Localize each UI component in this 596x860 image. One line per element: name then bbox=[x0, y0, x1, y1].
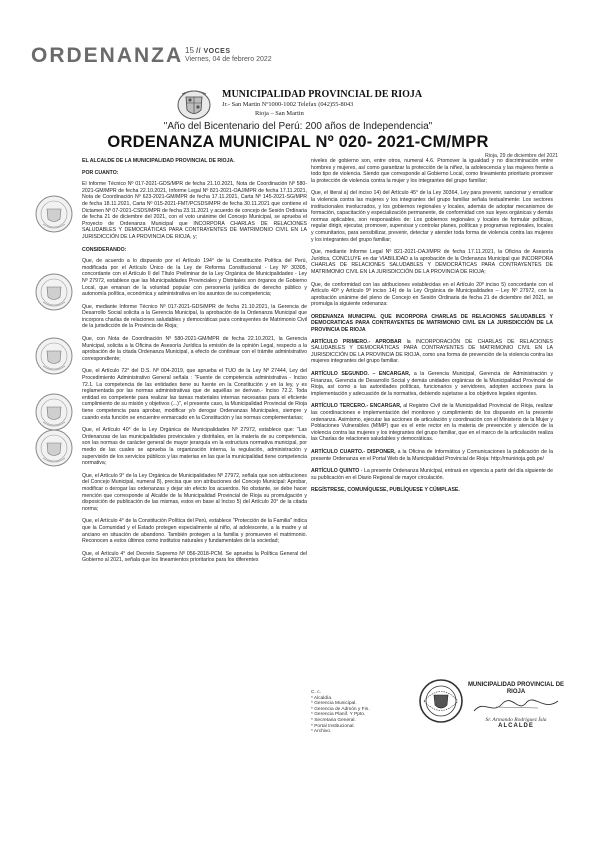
copy-item: * Portal Institucional. bbox=[311, 723, 355, 729]
year-name: "Año del Bicentenario del Perú: 200 años de Independencia" bbox=[163, 121, 433, 132]
left-column bbox=[82, 158, 307, 570]
article-text: - La presente Ordenanza Municipal, entrará en vigencia a partir del día siguiente de su publicación en el Diario Regional de mayor circulación. bbox=[311, 468, 553, 481]
ordinance-title: ORDENANZA MUNICIPAL Nº 020- 2021-CM/MPR bbox=[107, 133, 489, 151]
article-paragraph bbox=[311, 339, 553, 365]
paragraph: Que, con Nota de Coordinación Nº 580-2021-GM/MPR de fecha 22.10.2021, la Gerencia Municipal, solicita a la Oficina de Asesoría Jurídica la emisión de la opinión Legal, respecto a la aprobación de la citada Ordenanza Municipal, a efecto de continuar con el trámite administrativo correspondiente; bbox=[82, 336, 307, 362]
institution-address: Jr.- San Martin Nº1000-1002 Telefax (042)55-8043 bbox=[222, 101, 354, 108]
page-number-value: 15 bbox=[185, 46, 194, 55]
section-title: ORDENANZA bbox=[31, 44, 184, 67]
copy-list bbox=[311, 690, 370, 735]
ordinance-subtitle: ORDENANZA MUNICIPAL QUE INCORPORA CHARLAS DE RELACIONES SALUDABLES Y DEMOCRATICAS PARA CONTRAYENTES DE MATRIMONIO CIVIL EN LA JURISDICCIÓN DE LA PROVINCIA DE RIOJA bbox=[311, 313, 553, 334]
article-paragraph bbox=[311, 449, 553, 462]
paragraph-heading: CONSIDERANDO: bbox=[82, 246, 127, 253]
institution-city: Rioja – San Martin bbox=[255, 110, 304, 117]
article-paragraph bbox=[311, 468, 553, 481]
signature-institution: MUNICIPALIDAD PROVINCIAL DE RIOJA bbox=[467, 682, 565, 695]
paragraph: El Informe Técnico Nº 017-2021-GDS/MPR de fecha 21.10.2021, Nota de Coordinación Nº 580-2021-GM/MPR de fecha 22.10.2021, Informe Legal Nº 821-2021-OAJ/MPR de fecha 17.11.2021, Nota de Coordinación Nº 623-2021-GM/MPR de fecha 17.11.2021, Carta Nº 145-2021-SG/MPR de fecha 18.11.2021, Carta Nº 015-2021-FMT/PCSDS/MPR de fecha 30.11.2021 que contiene el Dictamen Nº 07-2021-CSDS/MPR de fecha 23.11.2021 y acuerdo de concejo de Sesión Ordinaria de fecha 21 de diciembre del 2021, con el voto unánime del Concejo Municipal, se aprueba el Proyecto de Ordenanza Municipal que INCORPORA CHARLAS DE RELACIONES SALUDABLES Y DEMOCRÁTICAS PARA CONTRAYENTES DE MATRIMONIO CIVIL EN LA JURISDICCIÓN DE LA PROVINCIA DE RIOJA, y; bbox=[82, 181, 307, 240]
article-lead: ARTÍCULO PRIMERO.- APROBAR bbox=[311, 338, 402, 345]
publication-date: Viernes, 04 de febrero 2022 bbox=[185, 56, 272, 63]
copy-item: * Gerencia de Admón y Fin. bbox=[311, 706, 370, 712]
paragraph: Que, de conformidad con las atribuciones establecidas en el Artículo 20º inciso 5) concordante con el Artículo 40º y Artículo 9º inciso 14) de la Ley Orgánica de Municipalidades – Ley Nº 27972, con la aprobación unánime del pleno de Concejo en Sesión Ordinaria de fecha 21 de diciembre del 2021, se promulga la siguiente ordenanza: bbox=[311, 281, 553, 308]
paragraph: Que, mediante Informe Técnico Nº 017-2021-GDS/MPR de fecha 21.10.2021, la Gerencia de Desarrollo Social solicita a la Gerencia Municipal, la aprobación de la Ordenanza Municipal que incorpora charlas de relaciones saludables y democráticas para contrayentes de Matrimonio Civil de la jurisdicción de la Provincia de Rioja; bbox=[82, 303, 307, 330]
copy-item: * Gerencia Planif. Y Ppto. bbox=[311, 712, 366, 718]
section-name: // VOCES bbox=[196, 48, 231, 55]
article-paragraph bbox=[311, 371, 553, 397]
article-lead: ARTÍCULO CUARTO.- DISPONER, bbox=[311, 448, 396, 455]
running-header bbox=[31, 44, 571, 68]
copy-item: C. c. bbox=[311, 690, 321, 695]
copy-item: * Archivo. bbox=[311, 729, 332, 735]
paragraph: niveles de gobierno son, entre otros, numeral 4.6. Promover la igualdad y no discriminación entre hombres y mujeres, así como garantizar la protección de la niñez, la adolescencia y las mujeres frente a todo tipo de violencia. Siendo que corresponde al Gobierno Local, como lineamiento prioritario promover la protección de violencia contra la mujer y los integrantes del grupo familiar; bbox=[311, 158, 553, 184]
article-text: a la Gerencia Municipal, Gerencia de Administración y Finanzas, Gerencia de Desarrollo Social y demás unidades orgánicas de la Municipalidad Provincial de Rioja, así como a las autoridades políticas, funcionarios y servidores, adopten acciones para la implementación y adecuación de la normativa, debiendo sujetarse a los objetivos legales vigentes. bbox=[311, 371, 553, 397]
signer-name: Sr. Armando Rodríguez Ísla bbox=[485, 717, 547, 724]
municipal-seal-icon bbox=[34, 392, 74, 432]
paragraph: Que, de acuerdo a lo dispuesto por el Artículo 194° de la Constitución Política del Perú, modificada por el Artículo Único de la Ley de Reforma Constitucional - Ley Nº 30305, concordante con el Artículo II del Título Preliminar de la Ley Orgánica de Municipalidades - Ley Nº 27972, establece que las Municipalidades Provinciales y Distritales son órganos de Gobierno Local, que emanan de la voluntad popular con personería jurídica de derecho público y autonomía política, económica y administrativa en los asuntos de su competencia; bbox=[82, 258, 307, 298]
paragraph-heading: POR CUANTO: bbox=[82, 169, 119, 176]
municipal-crest-icon bbox=[176, 88, 212, 122]
article-text: a la Oficina de Informática y Comunicaciones la publicación de la presente Ordenanza en el Portal Web de la Municipalidad Provincial de Rioja: http://munirioja.gob.pe/ bbox=[311, 448, 553, 462]
paragraph: Que, el Artículo 40° de la Ley Orgánica de Municipalidades Nº 27972, establece que: "Las Ordenanzas de las municipalidades provinciales y distritales, en la materia de su competencia, son las normas de carácter general de mayor jerarquía en la estructura normativa municipal, por medio de las cuales se aprueba la organización interna, la regulación, administración y supervisión de los servicios públicos y las materias en las que la municipalidad tiene competencia normativa; bbox=[82, 427, 307, 467]
paragraph: Que, mediante Informe Legal Nº 821-2021-OAJ/MPR de fecha 17.11.2021, la Oficina de Asesoría Jurídica, CONCLUYE en dar VIABILIDAD a la aprobación de la Ordenanza Municipal que INCORPORA CHARLAS DE RELACIONES SALUDABLES Y DEMOCRÁTICAS PARA CONTRAYENTES DE MATRIMONIO CIVIL EN LA JURISDICCIÓN DE LA PROVINCIA DE RIOJA; bbox=[311, 249, 553, 275]
copy-item: * Secretaria General. bbox=[311, 717, 356, 723]
copy-item: * Alcaldía. bbox=[311, 695, 333, 701]
article-text: al Registro Civil de la Municipalidad Provincial de Rioja, realizar las coordinaciones e implementación del monitoreo y cumplimiento de los dispuesto en la presente ordenanza. Asimismo, ejecutar las acciones de articulación y coordinación con el Ministerio de la Mujer y Poblaciones Vulnerables (MIMP) que es el ente rector en la materia de prevención y atención de la violencia contra las mujeres y los integrantes del grupo familiar, que en el marco de la articulación realiza las Charlas de relaciones saludables y democráticas. bbox=[311, 403, 553, 443]
article-lead: ARTÍCULO QUINTO bbox=[311, 468, 360, 475]
paragraph: Que, el Artículo 4° de la Constitución Política del Perú, establece "Protección de la Familia" indica que la Comunidad y el Estado protegen especialmente al niño, al adolescente, a la madre y al anciano en situación de abandono. También protegen a la familia y promueven el matrimonio. Reconocen a estos últimos como institutos naturales y fundamentales de la sociedad; bbox=[82, 518, 307, 545]
ordinance-date: Rioja, 29 de diciembre del 2021 bbox=[485, 153, 558, 159]
paragraph: Que, el literal a) del inciso 14) del Artículo 45° de la Ley 30364, Ley para prevenir, sancionar y erradicar la violencia contra las mujeres y los integrantes del grupo familiar señala textualmente: Los sectores institucionales involucrados, y los gobiernos regionales y locales, además de adoptar mecanismos de formación, capacitación y especialización permanente, de conformidad con sus leyes orgánicas y demás normas aplicables, son responsables de: Los gobiernos regionales y locales de formular políticas, regular dirigir, ejecutar, promover, supervisar y controlar planes, políticas y programas regionales, locales y comunitarios, para sensibilizar, prevenir, detectar y atender toda forma de violencia contra las mujeres y los integrantes del grupo familiar; bbox=[311, 190, 553, 243]
article-paragraph bbox=[311, 403, 553, 443]
official-stamp-icon bbox=[418, 678, 464, 724]
municipal-seal-icon bbox=[34, 194, 74, 234]
article-text: la INCORPORACIÓN DE CHARLAS DE RELACIONES SALUDABLES Y DEMOCRÁTICAS PARA CONTRAYENTES DE MATRIMONIO CIVIL EN LA JURISDICCIÓN DE LA PROVINCIA DE RIOJA, como una forma de prevención de la violencia contra las mujeres integrantes del grupo familiar. bbox=[311, 338, 553, 365]
article-lead: ARTÍCULO SEGUNDO. – ENCARGAR, bbox=[311, 371, 411, 378]
handwritten-signature-icon bbox=[466, 695, 566, 717]
signature-block bbox=[466, 682, 566, 729]
signer-role: ALCALDE bbox=[498, 723, 534, 730]
right-column bbox=[311, 158, 553, 499]
paragraph: Que, el Artículo 4° del Decreto Supremo Nº 056-2018-PCM. Se aprueba la Política General del Gobierno al 2021, señala que los lineamientos prioritarios para los diferentes bbox=[82, 550, 307, 564]
paragraph: Que, el Artículo 9° de la Ley Orgánica de Municipalidades Nº 27972, señala que son atribuciones del Concejo Municipal, numeral 8), precisa que son atribuciones del Concejo Municipal: Aprobar, modificar o derogar las ordenanzas y dejar sin efecto los acuerdos. No obstante, se debe hacer mención que corresponde al Alcalde de la Municipalidad Provincial de Rioja su promulgación y disposición de publicación de las mismas, estos en base al Inciso 5) del Artículo 20° de la citada norma; bbox=[82, 472, 307, 512]
institution-name: MUNICIPALIDAD PROVINCIAL DE RIOJA bbox=[222, 89, 423, 100]
paragraph: Que, el Artículo 72° del D.S. Nº 004-2019, que aprueba el TUO de la Ley Nº 27444, Ley del Procedimiento Administrativo General señala : "Fuente de competencia administrativa - Inciso 72.1. La competencia de las entidades tiene su fuente en la Constitución y en la ley, y es reglamentada por las normas administrativas que de aquéllas se derivan.- Inciso 72.2. Toda entidad es competente para realizar las tareas materiales internas necesarias para el eficiente cumplimiento de su misión y objetivos (...)", el presente caso, la Municipalidad Provincial de Rioja tiene competencia para aprobar, modificar y/o derogar Ordenanzas Municipales, siempre y cuando esta función se encuentre enmarcado en la Constitución y las normas complementarias; bbox=[82, 368, 307, 421]
paragraph-heading: EL ALCALDE DE LA MUNICIPALIDAD PROVINCIAL DE RIOJA. bbox=[82, 158, 235, 164]
article-lead: ARTÍCULO TERCERO.- ENCARGAR, bbox=[311, 403, 402, 410]
signature-area bbox=[466, 695, 566, 717]
municipal-seal-icon bbox=[34, 428, 74, 468]
page-number bbox=[185, 46, 230, 55]
municipal-seal-icon bbox=[34, 272, 74, 312]
copy-item: * Gerencia Municipal. bbox=[311, 701, 357, 707]
municipal-seal-icon bbox=[34, 336, 74, 376]
closing-formula: REGÍSTRESE, COMUNÍQUESE, PUBLÍQUESE Y CÚMPLASE. bbox=[311, 487, 460, 494]
